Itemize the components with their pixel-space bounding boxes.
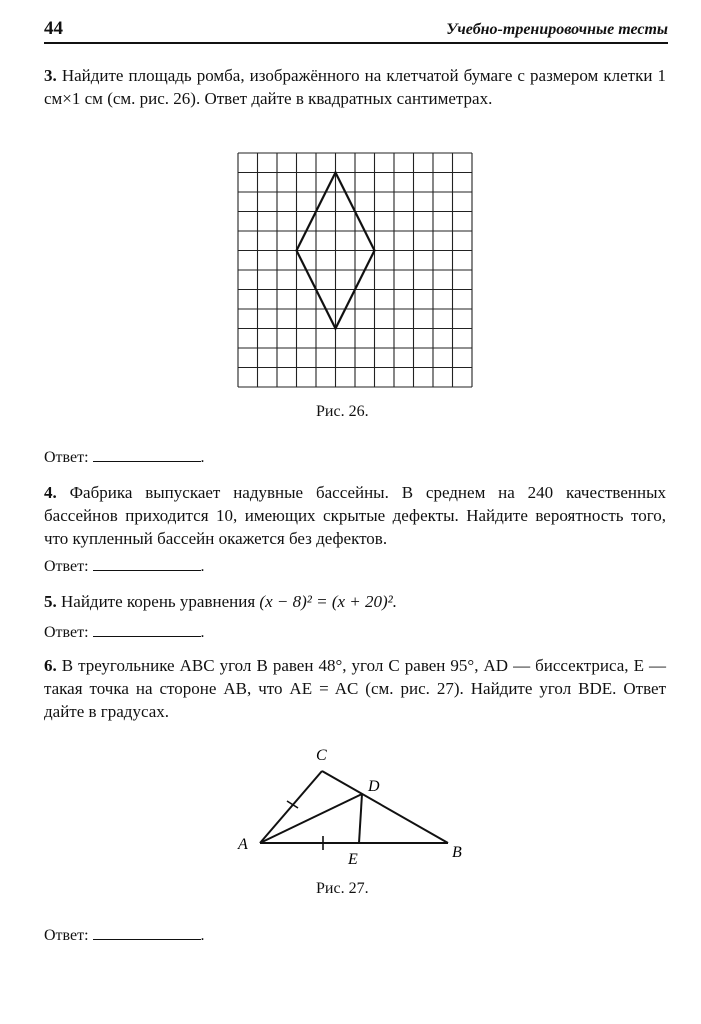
problem-5-body: Найдите корень уравнения xyxy=(61,592,256,611)
page-header xyxy=(44,16,668,44)
problem-5-text xyxy=(44,590,666,613)
problem-3-body: Найдите площадь ромба, изображённого на клетчатой бумаге с размером клетки 1 см×1 см (см. рис. 26). Ответ дайте в квадратных сантиметрах. xyxy=(44,66,667,108)
problem-5-equation: (x − 8)² = (x + 20)². xyxy=(259,592,398,611)
problem-4-body: Фабрика выпускает надувные бассейны. В среднем на 240 качественных бассейнов приходится 10, имеющих скрытые дефекты. Найдите вероятность того, что купленный бассейн окажется без дефектов. xyxy=(44,483,666,548)
answer-row-6: Ответ: . xyxy=(44,927,205,944)
problem-6-text xyxy=(44,654,666,723)
problem-6-number: 6. xyxy=(44,656,57,675)
answer-field-3[interactable] xyxy=(93,448,201,462)
problem-4-text xyxy=(44,481,666,550)
triangle-figure xyxy=(232,740,472,870)
answer-field-4[interactable] xyxy=(93,557,201,571)
side-cb xyxy=(322,771,448,843)
answer-row-5: Ответ: . xyxy=(44,624,205,641)
answer-label-4: Ответ: xyxy=(44,558,89,575)
problem-3-number: 3. xyxy=(44,66,57,85)
answer-label-3: Ответ: xyxy=(44,449,89,466)
answer-label-6: Ответ: xyxy=(44,927,89,944)
page-number: 44 xyxy=(44,18,63,39)
label-c: C xyxy=(316,747,327,764)
figure-27-caption: Рис. 27. xyxy=(316,880,369,897)
answer-label-5: Ответ: xyxy=(44,624,89,641)
side-ac xyxy=(260,771,322,843)
label-a: A xyxy=(238,836,248,853)
running-title: Учебно-тренировочные тесты xyxy=(446,21,668,38)
label-d: D xyxy=(368,778,380,795)
segment-de xyxy=(359,794,362,843)
bisector-ad xyxy=(260,794,362,843)
label-e: E xyxy=(348,851,358,868)
rhombus-grid-figure xyxy=(236,151,476,391)
grid-lines xyxy=(238,153,472,387)
label-b: B xyxy=(452,844,462,861)
answer-row-3: Ответ: . xyxy=(44,449,205,466)
problem-6-body: В треугольнике ABC угол B равен 48°, угол C равен 95°, AD — биссектриса, E — такая точка на стороне AB, что AE = AC (см. рис. 27). Найдите угол BDE. Ответ дайте в градусах. xyxy=(44,656,666,721)
figure-26-caption: Рис. 26. xyxy=(316,403,369,420)
problem-4-number: 4. xyxy=(44,483,57,502)
problem-5-number: 5. xyxy=(44,592,57,611)
problem-3-text xyxy=(44,64,666,110)
answer-field-6[interactable] xyxy=(93,926,201,940)
answer-row-4: Ответ: . xyxy=(44,558,205,575)
answer-field-5[interactable] xyxy=(93,623,201,637)
